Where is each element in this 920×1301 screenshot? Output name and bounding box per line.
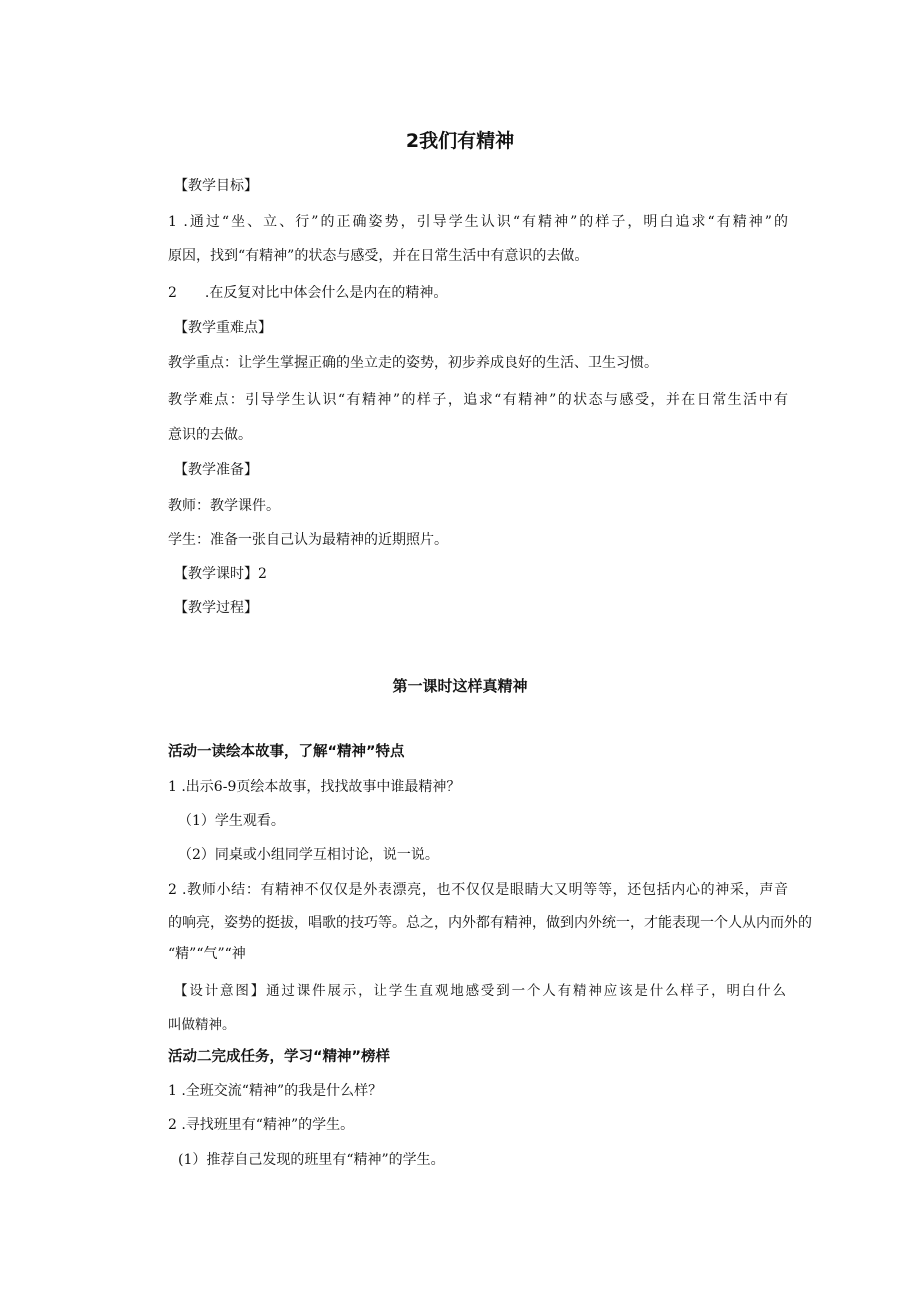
objective-1-line-1: 1 .通过“坐、立、行”的正确姿势，引导学生认识“有精神”的样子，明白追求“有精神”的 [168, 214, 788, 230]
class-periods: 【教学课时】2 [174, 566, 267, 582]
preparation-heading: 【教学准备】 [174, 462, 258, 478]
teacher-preparation: 教师：教学课件。 [168, 498, 280, 514]
activity-1-sub-1: （1）学生观看。 [178, 813, 285, 829]
objectives-heading: 【教学目标】 [174, 178, 258, 194]
design-intent-line-1: 【设计意图】通过课件展示，让学生直观地感受到一个人有精神应该是什么样子，明白什么 [174, 983, 786, 999]
activity-1-sub-2: （2）同桌或小组同学互相讨论，说一说。 [178, 847, 439, 863]
objective-2: 2 .在反复对比中体会什么是内在的精神。 [168, 285, 448, 301]
lesson-1-heading: 第一课时这样真精神 [392, 677, 528, 695]
activity-2-heading: 活动二完成任务，学习“精神”榜样 [168, 1049, 391, 1065]
activity-1-heading: 活动一读绘本故事，了解“精神”特点 [168, 744, 405, 760]
activity-1-item-1: 1 .出示6-9页绘本故事，找找故事中谁最精神？ [168, 779, 461, 795]
activity-2-item-1: 1 .全班交流“精神”的我是什么样？ [168, 1083, 383, 1099]
difficulty-line-2: 意识的去做。 [168, 427, 252, 443]
activity-2-item-2: 2 .寻找班里有“精神”的学生。 [168, 1117, 355, 1133]
design-intent-line-2: 叫做精神。 [168, 1017, 236, 1033]
student-preparation: 学生：准备一张自己认为最精神的近期照片。 [168, 532, 448, 548]
activity-1-item-2-line-3: “精”“气”“神 [168, 946, 246, 962]
activity-1-item-2-line-1: 2 .教师小结：有精神不仅仅是外表漂亮，也不仅仅是眼睛大又明等等，还包括内心的神采，声音 [168, 882, 788, 898]
process-heading: 【教学过程】 [174, 600, 258, 616]
difficulty-line-1: 教学难点：引导学生认识“有精神”的样子，追求“有精神”的状态与感受，并在日常生活中有 [168, 392, 788, 408]
objective-1-line-2: 原因，找到“有精神”的状态与感受，并在日常生活中有意识的去做。 [168, 248, 589, 264]
key-point: 教学重点：让学生掌握正确的坐立走的姿势，初步养成良好的生活、卫生习惯。 [168, 355, 658, 371]
document-title: 2我们有精神 [405, 130, 515, 152]
activity-1-item-2-line-2: 的响亮，姿势的挺拔，唱歌的技巧等。总之，内外都有精神，做到内外统一，才能表现一个人从内而外的 [168, 915, 812, 931]
activity-2-sub-1: (1）推荐自己发现的班里有“精神”的学生。 [178, 1152, 445, 1168]
key-points-heading: 【教学重难点】 [174, 320, 272, 336]
